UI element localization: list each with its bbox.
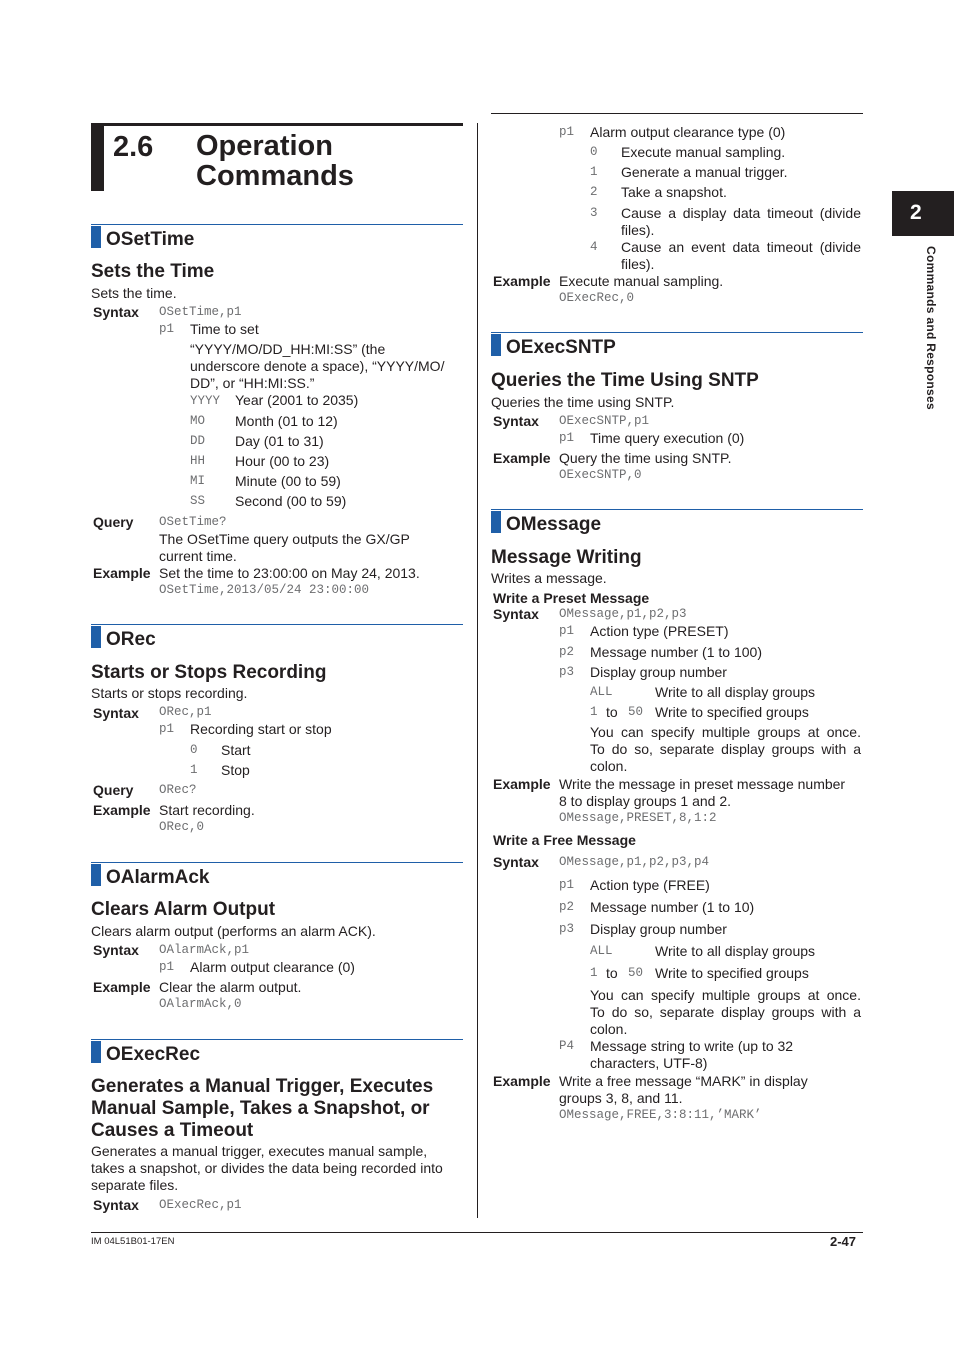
syntax-label: Syntax xyxy=(93,942,139,958)
section-title-line: Causes a Timeout xyxy=(91,1120,254,1141)
section-title-line: Generates a Manual Trigger, Executes xyxy=(91,1076,434,1097)
section-name: OMessage xyxy=(506,514,602,535)
param-desc: Alarm output clearance (0) xyxy=(190,959,355,975)
param-desc: Recording start or stop xyxy=(190,721,332,737)
value-desc: Write to specified groups xyxy=(655,704,809,720)
note-line: You can specify multiple groups at once. xyxy=(590,987,861,1003)
field-code: MO xyxy=(190,414,206,428)
desc-line: takes a snapshot, or divides the data being recorded into xyxy=(91,1160,443,1176)
section-name: ORec xyxy=(106,629,156,650)
example-desc: Start recording. xyxy=(159,802,255,818)
value-code: 1 xyxy=(590,165,598,179)
section-desc: Sets the time. xyxy=(91,285,177,301)
param-desc: Display group number xyxy=(590,664,727,680)
section-title xyxy=(91,1076,433,1142)
value-desc: Stop xyxy=(221,762,250,778)
subsection-heading: Write a Free Message xyxy=(493,832,636,848)
section-desc: Queries the time using SNTP. xyxy=(491,394,675,410)
footer-rule xyxy=(91,1232,863,1233)
section-osettime xyxy=(91,224,463,252)
example-desc: Query the time using SNTP. xyxy=(559,450,732,466)
example-code: OSetTime,2013/05/24 23:00:00 xyxy=(159,583,370,597)
format-line: DD”, or “HH:MI:SS.” xyxy=(190,375,315,391)
chapter-title-line: Operation xyxy=(196,130,333,162)
example-desc xyxy=(559,776,845,810)
range-from: 1 xyxy=(590,705,598,719)
param-code: p2 xyxy=(559,645,575,659)
query-desc-line: current time. xyxy=(159,548,237,564)
param-desc: Time query execution (0) xyxy=(590,430,745,446)
header-rule-left xyxy=(91,123,463,126)
syntax-label: Syntax xyxy=(493,854,539,870)
example-label: Example xyxy=(93,802,151,818)
section-name: OAlarmAck xyxy=(106,867,210,888)
param-desc-line: Message string to write (up to 32 xyxy=(590,1038,794,1054)
section-title-line: Manual Sample, Takes a Snapshot, or xyxy=(91,1098,430,1119)
param-code: p2 xyxy=(559,900,575,914)
value-desc: Start xyxy=(221,742,251,758)
syntax-label: Syntax xyxy=(93,705,139,721)
field-desc: Hour (00 to 23) xyxy=(235,453,330,469)
param-desc: Message number (1 to 10) xyxy=(590,899,755,915)
section-name: OExecSNTP xyxy=(506,337,616,358)
section-oalarmack xyxy=(91,862,463,890)
format-line: underscore denote a space), “YYYY/MO/ xyxy=(190,358,445,374)
chapter-title xyxy=(196,131,354,191)
field-desc: Second (00 to 59) xyxy=(235,493,347,509)
syntax-code: OMessage,p1,p2,p3,p4 xyxy=(559,855,710,869)
query-desc-line: The OSetTime query outputs the GX/GP xyxy=(159,531,410,547)
example-desc: Clear the alarm output. xyxy=(159,979,302,995)
field-code: SS xyxy=(190,494,206,508)
example-label: Example xyxy=(93,565,151,581)
chapter-tab-number: 2 xyxy=(910,201,922,224)
value-desc-line: files). xyxy=(621,222,655,238)
value-code: 4 xyxy=(590,240,598,254)
value-code: ALL xyxy=(590,685,613,699)
range-to: 50 xyxy=(628,966,644,980)
section-title: Sets the Time xyxy=(91,261,215,282)
value-desc: Execute manual sampling. xyxy=(621,144,786,160)
desc-line: separate files. xyxy=(91,1177,179,1193)
query-label: Query xyxy=(93,514,134,530)
subsection-heading: Write a Preset Message xyxy=(493,590,650,606)
value-desc: Write to all display groups xyxy=(655,943,816,959)
value-desc-line: files). xyxy=(621,256,655,272)
value-desc-line: Cause a display data timeout (divide xyxy=(621,205,861,221)
param-desc xyxy=(590,1038,793,1072)
chapter-title-bar xyxy=(91,123,104,191)
value-code: 2 xyxy=(590,185,598,199)
field-code: MI xyxy=(190,474,206,488)
example-desc: Execute manual sampling. xyxy=(559,273,724,289)
param-code: P4 xyxy=(559,1039,575,1053)
syntax-label: Syntax xyxy=(93,1197,139,1213)
field-code: HH xyxy=(190,454,206,468)
section-name: OExecRec xyxy=(106,1044,201,1065)
param-code: p1 xyxy=(159,322,175,336)
chapter-title-line: Commands xyxy=(196,160,354,192)
example-desc-line: Write a free message “MARK” in display xyxy=(559,1073,808,1089)
section-name: OSetTime xyxy=(106,229,195,250)
example-desc xyxy=(559,1073,808,1107)
section-oexecrec xyxy=(91,1039,463,1067)
example-label: Example xyxy=(493,776,551,792)
range-from: 1 xyxy=(590,966,598,980)
section-title: Clears Alarm Output xyxy=(91,899,276,920)
param-desc: Time to set xyxy=(190,321,259,337)
chapter-tab-label: Commands and Responses xyxy=(924,246,938,410)
section-desc: Clears alarm output (performs an alarm ACK). xyxy=(91,923,376,939)
param-desc: Action type (FREE) xyxy=(590,877,710,893)
field-desc: Year (2001 to 2035) xyxy=(235,392,359,408)
query-code: ORec? xyxy=(159,783,197,797)
value-desc: Take a snapshot. xyxy=(621,184,727,200)
syntax-code: OExecSNTP,p1 xyxy=(559,414,650,428)
example-label: Example xyxy=(93,979,151,995)
param-code: p3 xyxy=(559,665,575,679)
syntax-code: OAlarmAck,p1 xyxy=(159,943,250,957)
syntax-code: OExecRec,p1 xyxy=(159,1198,242,1212)
param-desc: Action type (PRESET) xyxy=(590,623,729,639)
chapter-number: 2.6 xyxy=(113,131,154,163)
field-code: YYYY xyxy=(190,394,221,408)
chapter-tab xyxy=(892,191,954,236)
param-code: p1 xyxy=(559,624,575,638)
param-desc: Message number (1 to 100) xyxy=(590,644,762,660)
range-to: 50 xyxy=(628,705,644,719)
note-line: To do so, separate display groups with a xyxy=(590,741,861,757)
footer-doc-id: IM 04L51B01-17EN xyxy=(91,1236,175,1247)
param-code: p1 xyxy=(559,431,575,445)
param-desc-line: characters, UTF-8) xyxy=(590,1055,708,1071)
section-desc xyxy=(91,1143,443,1194)
header-rule-right xyxy=(491,113,863,114)
value-desc: Generate a manual trigger. xyxy=(621,164,788,180)
param-code: p3 xyxy=(559,922,575,936)
range-to-word: to xyxy=(606,704,618,720)
value-code: 3 xyxy=(590,206,598,220)
param-code: p1 xyxy=(559,878,575,892)
value-desc: Write to specified groups xyxy=(655,965,809,981)
section-desc: Starts or stops recording. xyxy=(91,685,248,701)
query-code: OSetTime? xyxy=(159,515,227,529)
value-code: ALL xyxy=(590,944,613,958)
query-desc xyxy=(159,531,410,565)
syntax-label: Syntax xyxy=(93,304,139,320)
param-desc: Alarm output clearance type (0) xyxy=(590,124,786,140)
section-oexecsntp xyxy=(491,332,863,360)
example-label: Example xyxy=(493,1073,551,1089)
section-orec xyxy=(91,624,463,652)
example-desc-line: 8 to display groups 1 and 2. xyxy=(559,793,732,809)
note xyxy=(590,724,861,775)
value-desc xyxy=(621,205,861,239)
note-line: You can specify multiple groups at once. xyxy=(590,724,861,740)
field-code: DD xyxy=(190,434,206,448)
section-title: Starts or Stops Recording xyxy=(91,662,327,683)
section-title: Message Writing xyxy=(491,547,642,568)
example-label: Example xyxy=(493,273,551,289)
example-code: OMessage,FREE,3:8:11,’MARK’ xyxy=(559,1108,762,1122)
example-label: Example xyxy=(493,450,551,466)
example-code: OMessage,PRESET,8,1:2 xyxy=(559,811,717,825)
section-desc: Writes a message. xyxy=(491,570,607,586)
section-omessage xyxy=(491,509,863,537)
note-line: To do so, separate display groups with a xyxy=(590,1004,861,1020)
value-desc: Write to all display groups xyxy=(655,684,816,700)
field-desc: Month (01 to 12) xyxy=(235,413,338,429)
field-desc: Minute (00 to 59) xyxy=(235,473,341,489)
example-code: OExecRec,0 xyxy=(559,291,635,305)
example-code: OExecSNTP,0 xyxy=(559,468,642,482)
syntax-label: Syntax xyxy=(493,606,539,622)
note-line: colon. xyxy=(590,1021,628,1037)
param-code: p1 xyxy=(559,125,575,139)
example-desc-line: Write the message in preset message number xyxy=(559,776,846,792)
value-code: 0 xyxy=(590,145,598,159)
note xyxy=(590,987,861,1038)
desc-line: Generates a manual trigger, executes manual sample, xyxy=(91,1143,428,1159)
param-code: p1 xyxy=(159,960,175,974)
value-code: 1 xyxy=(190,763,198,777)
section-title: Queries the Time Using SNTP xyxy=(491,370,759,391)
example-code: OAlarmAck,0 xyxy=(159,997,242,1011)
value-desc xyxy=(621,239,861,273)
query-label: Query xyxy=(93,782,134,798)
value-code: 0 xyxy=(190,743,198,757)
format-line: “YYYY/MO/DD_HH:MI:SS” (the xyxy=(190,341,386,357)
note-line: colon. xyxy=(590,758,628,774)
value-desc-line: Cause an event data timeout (divide xyxy=(621,239,861,255)
column-divider xyxy=(477,123,478,1218)
example-desc-line: groups 3, 8, and 11. xyxy=(559,1090,683,1106)
param-desc: Display group number xyxy=(590,921,727,937)
example-code: ORec,0 xyxy=(159,820,205,834)
page-number: 2-47 xyxy=(830,1234,857,1249)
example-desc: Set the time to 23:00:00 on May 24, 2013. xyxy=(159,565,420,581)
param-format xyxy=(190,341,444,392)
syntax-code: OMessage,p1,p2,p3 xyxy=(559,607,687,621)
range-to-word: to xyxy=(606,965,618,981)
syntax-code: ORec,p1 xyxy=(159,705,212,719)
syntax-code: OSetTime,p1 xyxy=(159,305,242,319)
field-desc: Day (01 to 31) xyxy=(235,433,324,449)
param-code: p1 xyxy=(159,722,175,736)
syntax-label: Syntax xyxy=(493,413,539,429)
